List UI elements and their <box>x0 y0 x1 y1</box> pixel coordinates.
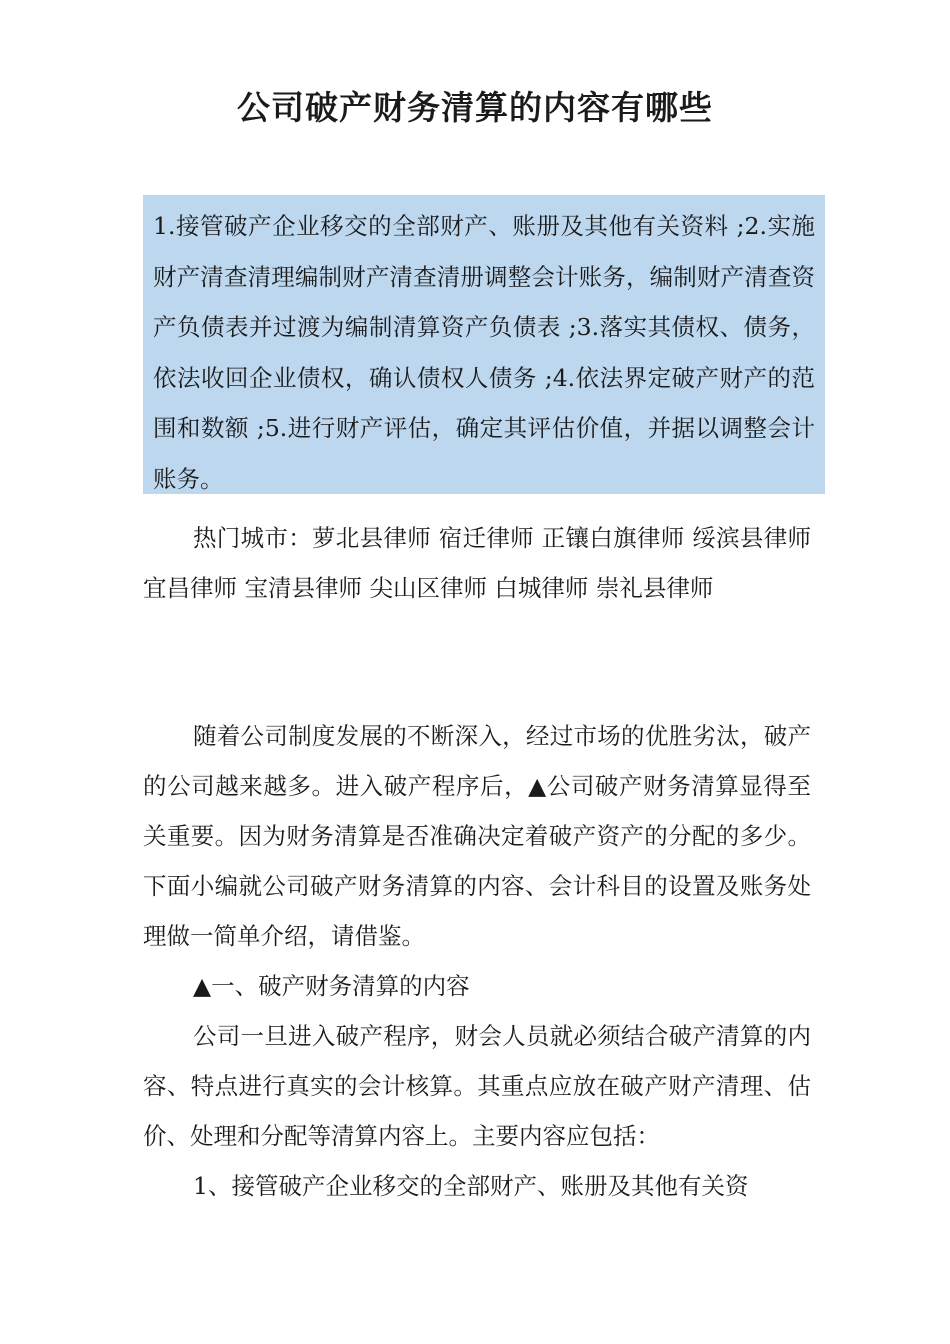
section-heading: ▲一、破产财务清算的内容 <box>193 972 470 1000</box>
list-item-one: 1、接管破产企业移交的全部财产、账册及其他有关资 <box>193 1172 749 1200</box>
hot-cities-paragraph: 热门城市：萝北县律师 宿迁律师 正镶白旗律师 绥滨县律师 宜昌律师 宝清县律师 尖山区律师 白城律师 崇礼县律师 <box>143 524 811 602</box>
intro-paragraph: 随着公司制度发展的不断深入，经过市场的优胜劣汰，破产的公司越来越多。进入破产程序后，▲公司破产财务清算显得至关重要。因为财务清算是否准确决定着破产资产的分配的多少。下面小编就公司破产财务清算的内容、会计科目的设置及账务处理做一简单介绍，请借鉴。 <box>143 722 811 950</box>
page-title: 公司破产财务清算的内容有哪些 <box>237 88 713 127</box>
section-paragraph: 公司一旦进入破产程序，财会人员就必须结合破产清算的内容、特点进行真实的会计核算。其重点应放在破产财产清理、估价、处理和分配等清算内容上。主要内容应包括： <box>143 1022 811 1150</box>
summary-box: 1.接管破产企业移交的全部财产、账册及其他有关资料 ;2.实施财产清查清理编制财产清查清册调整会计账务，编制财产清查资产负债表并过渡为编制清算资产负债表 ;3.落实其债权、债务，依法收回企业债权，确认债权人债务 ;4.依法界定破产财产的范围和数额 ;5.进行财产评估，确定其评估价值，并据以调整会计账务。 <box>143 195 825 494</box>
